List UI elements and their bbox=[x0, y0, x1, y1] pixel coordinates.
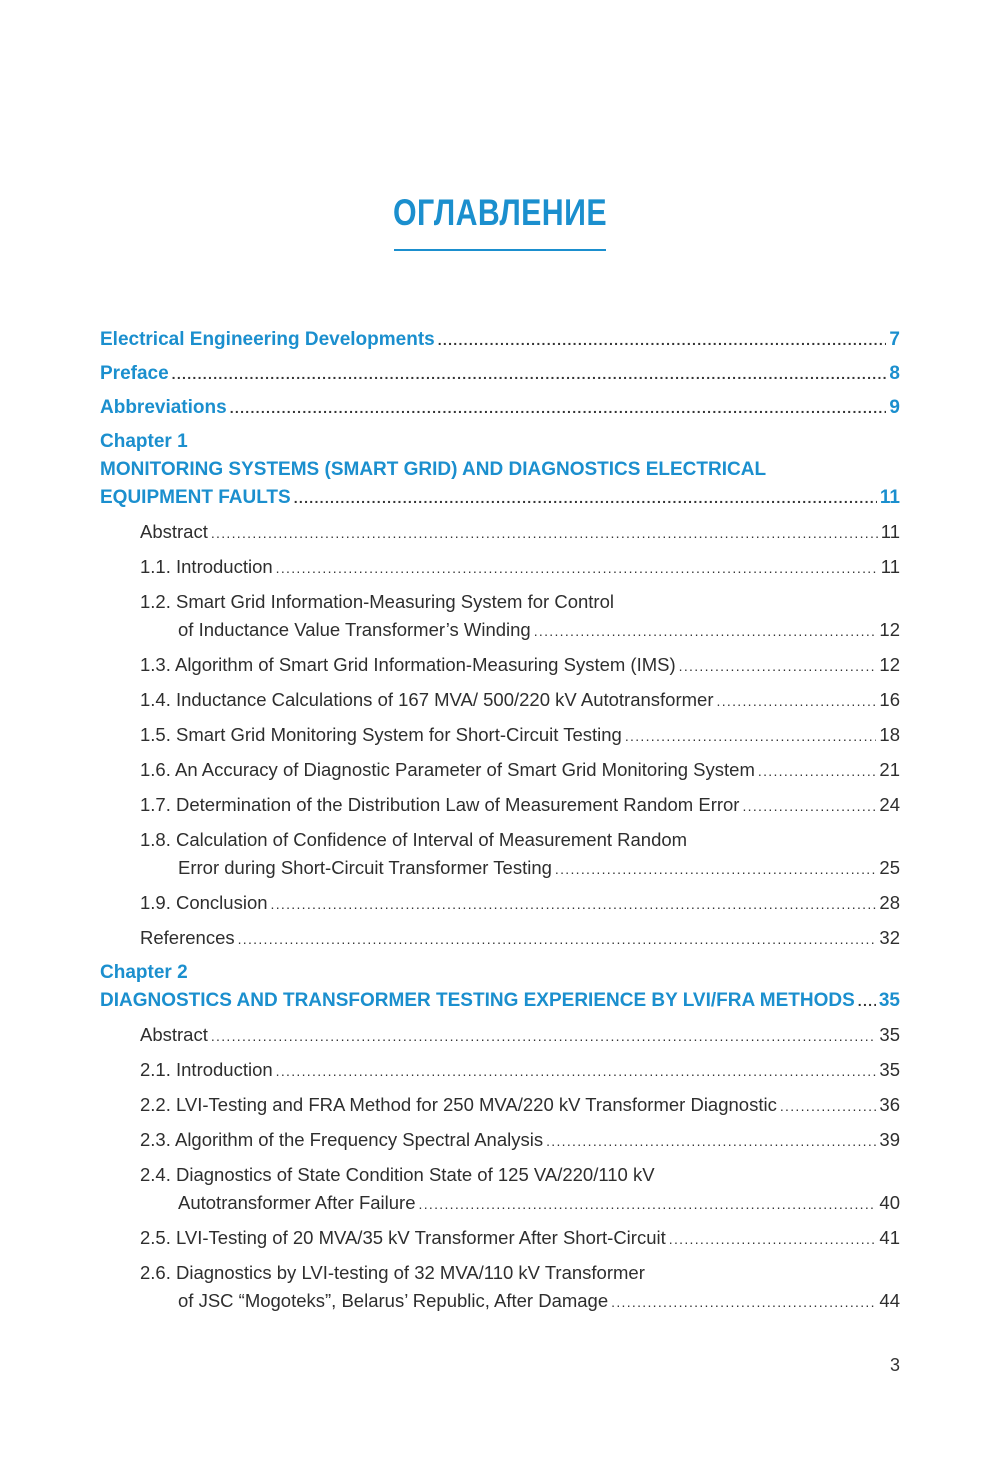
toc-entry[interactable]: 1.5. Smart Grid Monitoring System for Short-Circuit Testing ..... 18 bbox=[100, 721, 900, 750]
toc-entry-preface[interactable]: Preface ..... 8 bbox=[100, 360, 900, 388]
toc-entry[interactable]: 1.3. Algorithm of Smart Grid Information-Measuring System (IMS) ..... 12 bbox=[100, 651, 900, 680]
table-of-contents bbox=[100, 326, 900, 1322]
toc-entry[interactable]: Abstract ..... 35 bbox=[100, 1021, 900, 1050]
toc-entry[interactable]: 2.5. LVI-Testing of 20 MVA/35 kV Transformer After Short-Circuit ..... 41 bbox=[100, 1224, 900, 1253]
toc-entry[interactable]: 1.1. Introduction ..... 11 bbox=[100, 553, 900, 582]
toc-entry-chapter-1[interactable]: EQUIPMENT FAULTS ..... 11 bbox=[100, 484, 900, 512]
toc-entry[interactable]: Abstract ..... 11 bbox=[100, 518, 900, 547]
toc-entry[interactable]: 2.4. Diagnostics of State Condition State of 125 VA/220/110 kV Autotransformer After Failure ..... 40 bbox=[100, 1161, 900, 1218]
toc-entry[interactable]: 2.1. Introduction ..... 35 bbox=[100, 1056, 900, 1085]
toc-entry[interactable]: 2.6. Diagnostics by LVI-testing of 32 MVA/110 kV Transformer of JSC “Mogoteks”, Belarus’ Republic, After Damage ..... 44 bbox=[100, 1259, 900, 1316]
toc-entry[interactable]: 2.3. Algorithm of the Frequency Spectral Analysis ..... 39 bbox=[100, 1126, 900, 1155]
toc-entry[interactable]: References ..... 32 bbox=[100, 924, 900, 953]
chapter-2-heading: Chapter 2 bbox=[100, 962, 188, 983]
toc-entry[interactable]: 1.6. An Accuracy of Diagnostic Parameter of Smart Grid Monitoring System ..... 21 bbox=[100, 756, 900, 785]
toc-entry[interactable]: 1.4. Inductance Calculations of 167 MVA/ 500/220 kV Autotransformer ..... 16 bbox=[100, 686, 900, 715]
title-underline bbox=[394, 249, 606, 251]
toc-entry[interactable]: 2.2. LVI-Testing and FRA Method for 250 MVA/220 kV Transformer Diagnostic ..... 36 bbox=[100, 1091, 900, 1120]
toc-entry[interactable]: 1.9. Conclusion ..... 28 bbox=[100, 889, 900, 918]
chapter-1-heading: Chapter 1 bbox=[100, 431, 188, 452]
toc-entry[interactable]: 1.8. Calculation of Confidence of Interval of Measurement Random Error during Short-Circuit Transformer Testing ..... 25 bbox=[100, 826, 900, 883]
toc-entry-abbreviations[interactable]: Abbreviations ..... 9 bbox=[100, 394, 900, 422]
page-number: 3 bbox=[889, 1355, 900, 1375]
chapter-1-title-line: MONITORING SYSTEMS (SMART GRID) AND DIAGNOSTICS ELECTRICAL bbox=[100, 459, 767, 480]
page-title: ОГЛАВЛЕНИЕ bbox=[393, 192, 607, 233]
toc-entry[interactable]: 1.7. Determination of the Distribution Law of Measurement Random Error ..... 24 bbox=[100, 791, 900, 820]
toc-entry-electrical-engineering-developments[interactable]: Electrical Engineering Developments ..... 7 bbox=[100, 326, 900, 354]
toc-entry[interactable]: 1.2. Smart Grid Information-Measuring System for Control of Inductance Value Transformer’s Winding ..... 12 bbox=[100, 588, 900, 645]
toc-entry-chapter-2[interactable]: DIAGNOSTICS AND TRANSFORMER TESTING EXPERIENCE BY LVI/FRA METHODS ..... 35 bbox=[100, 987, 900, 1015]
